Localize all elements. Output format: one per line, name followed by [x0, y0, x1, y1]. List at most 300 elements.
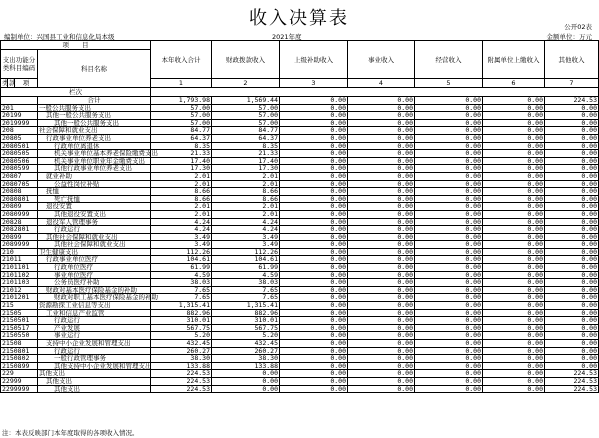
row-value-col-6: 0.00 [483, 210, 545, 218]
row-value-col-4: 0.00 [348, 362, 415, 370]
row-value-col-4: 0.00 [348, 203, 415, 211]
row-subject-name: 行政单位离退休 [38, 142, 151, 150]
row-value-col-6: 0.00 [483, 165, 545, 173]
footnote: 注：本表反映部门本年度取得的各项收入情况。 [2, 429, 139, 437]
row-subject-name: 财政对职工基本医疗保险基金的补助 [38, 294, 151, 302]
row-value-col-3: 0.00 [280, 127, 348, 135]
row-value-col-1: 38.03 [151, 279, 212, 287]
row-value-col-1: 112.26 [151, 248, 212, 256]
row-value-col-3: 0.00 [280, 134, 348, 142]
header-col-2: 财政拨款收入 [212, 41, 280, 79]
row-value-col-1: 224.53 [151, 377, 212, 385]
row-value-col-6: 0.00 [483, 279, 545, 287]
row-value-col-1: 21.33 [151, 150, 212, 158]
row-code: 229 [1, 370, 38, 378]
row-value-col-3: 0.00 [280, 324, 348, 332]
row-value-col-5: 0.00 [415, 233, 483, 241]
row-code: 20899 [1, 233, 38, 241]
row-value-col-4: 0.00 [348, 302, 415, 310]
row-value-col-2: 133.88 [212, 362, 280, 370]
row-value-col-2: 57.00 [212, 119, 280, 127]
row-value-col-7: 0.00 [545, 248, 599, 256]
row-value-col-1: 57.00 [151, 104, 212, 112]
row-value-col-5: 0.00 [415, 165, 483, 173]
row-subject-name: 工业和信息产业监管 [38, 309, 151, 317]
row-value-col-1: 432.45 [151, 340, 212, 348]
row-value-col-4: 0.00 [348, 340, 415, 348]
row-value-col-7: 0.00 [545, 188, 599, 196]
row-subject-name: 其他行政事业单位养老支出 [38, 165, 151, 173]
table-row [1, 195, 599, 203]
row-value-col-2: 4.24 [212, 218, 280, 226]
row-value-col-3: 0.00 [280, 347, 348, 355]
row-value-col-4: 0.00 [348, 241, 415, 249]
row-value-col-7: 0.00 [545, 165, 599, 173]
row-value-col-5: 0.00 [415, 264, 483, 272]
row-value-col-7: 0.00 [545, 241, 599, 249]
row-value-col-7: 0.00 [545, 127, 599, 135]
row-code: 2080999 [1, 210, 38, 218]
row-value-col-1: 4.59 [151, 271, 212, 279]
row-value-col-2: 61.99 [212, 264, 280, 272]
row-value-col-6: 0.00 [483, 264, 545, 272]
row-value-col-4: 0.00 [348, 226, 415, 234]
row-subject-name: 就业补助 [38, 172, 151, 180]
row-value-col-6: 0.00 [483, 317, 545, 325]
row-value-col-6: 0.00 [483, 332, 545, 340]
row-value-col-3: 0.00 [280, 317, 348, 325]
row-value-col-6: 0.00 [483, 340, 545, 348]
row-value-col-4: 0.00 [348, 134, 415, 142]
row-value-col-6: 0.00 [483, 302, 545, 310]
row-value-col-5: 0.00 [415, 119, 483, 127]
row-value-col-1: 1,315.41 [151, 302, 212, 310]
row-value-col-3: 0.00 [280, 302, 348, 310]
report-title: 收入决算表 [249, 8, 349, 29]
row-value-col-3: 0.00 [280, 271, 348, 279]
row-subject-name: 产业发展 [38, 324, 151, 332]
row-value-col-5: 0.00 [415, 362, 483, 370]
row-value-col-4: 0.00 [348, 104, 415, 112]
row-value-col-4: 0.00 [348, 317, 415, 325]
row-subject-name: 其他退役安置支出 [38, 210, 151, 218]
row-value-col-3: 0.00 [280, 142, 348, 150]
row-value-col-5: 0.00 [415, 157, 483, 165]
row-value-col-7: 0.00 [545, 302, 599, 310]
row-value-col-4: 0.00 [348, 127, 415, 135]
row-code: 20199 [1, 112, 38, 120]
row-value-col-4: 0.00 [348, 210, 415, 218]
table-row [1, 385, 599, 393]
row-value-col-7: 0.00 [545, 218, 599, 226]
row-value-col-6: 0.00 [483, 172, 545, 180]
row-value-col-4: 0.00 [348, 165, 415, 173]
row-value-col-2: 17.30 [212, 165, 280, 173]
row-subject-name: 机关事业单位职业年金缴费支出 [38, 157, 151, 165]
row-value-col-6: 0.00 [483, 233, 545, 241]
income-table [0, 40, 599, 393]
row-code: 20809 [1, 203, 38, 211]
row-value-col-2: 882.96 [212, 309, 280, 317]
table-row [1, 309, 599, 317]
row-value-col-6: 0.00 [483, 355, 545, 363]
row-subject-name: 行政事业单位养老支出 [38, 134, 151, 142]
row-value-col-4: 0.00 [348, 172, 415, 180]
row-value-col-2: 2.01 [212, 180, 280, 188]
row-value-col-2: 38.03 [212, 279, 280, 287]
row-value-col-2: 260.27 [212, 347, 280, 355]
table-row [1, 317, 599, 325]
row-value-col-7: 0.00 [545, 104, 599, 112]
row-value-col-5: 0.00 [415, 112, 483, 120]
table-row [1, 134, 599, 142]
row-value-col-4: 0.00 [348, 370, 415, 378]
row-value-col-1: 2.01 [151, 172, 212, 180]
row-subject-name: 行政运行 [38, 226, 151, 234]
row-value-col-4: 0.00 [348, 142, 415, 150]
row-subject-name: 社会保障和就业支出 [38, 127, 151, 135]
header-no-1: 1 [151, 79, 212, 88]
row-code: 20808 [1, 188, 38, 196]
row-value-col-3: 0.00 [280, 150, 348, 158]
row-value-col-1: 8.66 [151, 195, 212, 203]
row-code: 2089999 [1, 241, 38, 249]
row-value-col-7: 0.00 [545, 195, 599, 203]
row-subject-name: 抚恤 [38, 188, 151, 196]
row-value-col-3: 0.00 [280, 355, 348, 363]
table-row [1, 165, 599, 173]
table-body [1, 97, 599, 393]
row-value-col-2: 104.61 [212, 256, 280, 264]
row-value-col-5: 0.00 [415, 172, 483, 180]
row-value-col-2: 4.24 [212, 226, 280, 234]
row-subject-name: 死亡抚恤 [38, 195, 151, 203]
row-value-col-2: 7.65 [212, 294, 280, 302]
row-value-col-7: 0.00 [545, 317, 599, 325]
header-col-1: 本年收入合计 [151, 41, 212, 79]
row-subject-name: 机关事业单位基本养老保险缴费支出 [38, 150, 151, 158]
row-value-col-1: 3.49 [151, 241, 212, 249]
row-value-col-2: 432.45 [212, 340, 280, 348]
row-value-col-5: 0.00 [415, 317, 483, 325]
row-subject-name: 行政运行 [38, 317, 151, 325]
row-value-col-1: 4.24 [151, 226, 212, 234]
header-project: 项 目 [1, 41, 151, 50]
row-value-col-2: 0.00 [212, 370, 280, 378]
row-code: 2101102 [1, 271, 38, 279]
row-code: 2299999 [1, 385, 38, 393]
row-value-col-6: 0.00 [483, 104, 545, 112]
row-value-col-7: 224.53 [545, 385, 599, 393]
row-value-col-3: 0.00 [280, 104, 348, 112]
row-value-col-4: 0.00 [348, 180, 415, 188]
row-value-col-3: 0.00 [280, 226, 348, 234]
row-code: 2080501 [1, 142, 38, 150]
row-value-col-6: 0.00 [483, 294, 545, 302]
row-value-col-3: 0.00 [280, 264, 348, 272]
row-value-col-5: 0.00 [415, 127, 483, 135]
row-value-col-7: 0.00 [545, 355, 599, 363]
row-value-col-5: 0.00 [415, 210, 483, 218]
row-value-col-3: 0.00 [280, 112, 348, 120]
row-value-col-6: 0.00 [483, 370, 545, 378]
row-code: 2080599 [1, 165, 38, 173]
row-value-col-5: 0.00 [415, 385, 483, 393]
row-value-col-5: 0.00 [415, 188, 483, 196]
table-row [1, 370, 599, 378]
row-value-col-3: 0.00 [280, 332, 348, 340]
row-value-col-5: 0.00 [415, 294, 483, 302]
row-value-col-1: 133.88 [151, 362, 212, 370]
row-value-col-7: 0.00 [545, 157, 599, 165]
header-xiang: 项 [15, 79, 38, 88]
row-value-col-7: 0.00 [545, 119, 599, 127]
row-code: 2080505 [1, 150, 38, 158]
row-value-col-7: 0.00 [545, 286, 599, 294]
row-value-col-2: 57.00 [212, 104, 280, 112]
row-value-col-5: 0.00 [415, 279, 483, 287]
row-subject-name: 公益性岗位补贴 [38, 180, 151, 188]
row-value-col-2: 8.35 [212, 142, 280, 150]
row-value-col-3: 0.00 [280, 256, 348, 264]
table-row [1, 180, 599, 188]
row-value-col-5: 0.00 [415, 324, 483, 332]
row-code: 20805 [1, 134, 38, 142]
row-value-col-6: 0.00 [483, 157, 545, 165]
row-value-col-7: 0.00 [545, 142, 599, 150]
row-code: 210 [1, 248, 38, 256]
row-value-col-1: 8.66 [151, 188, 212, 196]
table-row [1, 324, 599, 332]
row-value-col-1: 224.53 [151, 385, 212, 393]
row-code: 2150501 [1, 317, 38, 325]
row-value-col-4: 0.00 [348, 112, 415, 120]
row-subject-name: 卫生健康支出 [38, 248, 151, 256]
row-code: 2150801 [1, 347, 38, 355]
row-subject-name: 其他支出 [38, 385, 151, 393]
row-value-col-1: 1,793.98 [151, 97, 212, 105]
row-value-col-5: 0.00 [415, 340, 483, 348]
row-value-col-7: 0.00 [545, 347, 599, 355]
row-value-col-4: 0.00 [348, 347, 415, 355]
row-value-col-4: 0.00 [348, 355, 415, 363]
row-value-col-4: 0.00 [348, 294, 415, 302]
row-value-col-1: 310.01 [151, 317, 212, 325]
row-value-col-3: 0.00 [280, 218, 348, 226]
row-value-col-7: 0.00 [545, 226, 599, 234]
row-value-col-7: 0.00 [545, 271, 599, 279]
row-value-col-7: 0.00 [545, 112, 599, 120]
row-value-col-5: 0.00 [415, 134, 483, 142]
header-subject-name: 科目名称 [38, 50, 151, 88]
table-row [1, 362, 599, 370]
row-code: 20807 [1, 172, 38, 180]
table-row [1, 188, 599, 196]
row-value-col-6: 0.00 [483, 362, 545, 370]
row-value-col-1: 7.65 [151, 286, 212, 294]
row-value-col-6: 0.00 [483, 256, 545, 264]
row-value-col-5: 0.00 [415, 256, 483, 264]
row-value-col-2: 64.37 [212, 134, 280, 142]
row-value-col-7: 0.00 [545, 264, 599, 272]
row-value-col-7: 0.00 [545, 340, 599, 348]
row-value-col-7: 0.00 [545, 180, 599, 188]
row-value-col-7: 0.00 [545, 134, 599, 142]
row-code: 2150802 [1, 355, 38, 363]
row-value-col-6: 0.00 [483, 134, 545, 142]
row-code [1, 97, 38, 105]
row-value-col-1: 2.01 [151, 180, 212, 188]
row-code: 2150517 [1, 324, 38, 332]
row-value-col-4: 0.00 [348, 279, 415, 287]
row-value-col-3: 0.00 [280, 157, 348, 165]
row-value-col-6: 0.00 [483, 226, 545, 234]
row-value-col-4: 0.00 [348, 195, 415, 203]
row-value-col-3: 0.00 [280, 279, 348, 287]
header-col-6: 附属单位上缴收入 [483, 41, 545, 79]
row-value-col-5: 0.00 [415, 203, 483, 211]
row-value-col-7: 0.00 [545, 332, 599, 340]
table-row [1, 241, 599, 249]
row-subject-name: 资源勘探工业信息等支出 [38, 302, 151, 310]
header-no-3: 3 [280, 79, 348, 88]
row-code: 21505 [1, 309, 38, 317]
row-subject-name: 合计 [38, 97, 151, 105]
header-lei: 类 [2, 79, 9, 87]
row-subject-name: 行政运行 [38, 347, 151, 355]
row-value-col-1: 8.35 [151, 142, 212, 150]
row-value-col-3: 0.00 [280, 165, 348, 173]
row-value-col-4: 0.00 [348, 218, 415, 226]
row-subject-name: 其他支出 [38, 370, 151, 378]
row-value-col-2: 57.00 [212, 112, 280, 120]
row-value-col-3: 0.00 [280, 188, 348, 196]
row-value-col-2: 17.40 [212, 157, 280, 165]
compiling-unit: 编制单位：兴国县工业和信息化局本级 [4, 33, 115, 41]
row-value-col-2: 0.00 [212, 377, 280, 385]
row-subject-name: 一般行政管理事务 [38, 355, 151, 363]
row-value-col-3: 0.00 [280, 370, 348, 378]
row-value-col-1: 64.37 [151, 134, 212, 142]
table-row [1, 377, 599, 385]
row-code: 20828 [1, 218, 38, 226]
row-value-col-7: 0.00 [545, 233, 599, 241]
row-value-col-1: 4.24 [151, 218, 212, 226]
row-value-col-4: 0.00 [348, 324, 415, 332]
row-value-col-1: 567.75 [151, 324, 212, 332]
row-code: 2101201 [1, 294, 38, 302]
row-value-col-1: 2.01 [151, 203, 212, 211]
header-no-5: 5 [415, 79, 483, 88]
row-value-col-1: 5.20 [151, 332, 212, 340]
row-value-col-7: 0.00 [545, 309, 599, 317]
row-code: 2150550 [1, 332, 38, 340]
row-value-col-6: 0.00 [483, 271, 545, 279]
row-value-col-5: 0.00 [415, 332, 483, 340]
report-year: 2021年度 [272, 33, 302, 41]
row-value-col-2: 8.66 [212, 195, 280, 203]
row-value-col-2: 38.30 [212, 355, 280, 363]
row-value-col-6: 0.00 [483, 142, 545, 150]
row-value-col-2: 567.75 [212, 324, 280, 332]
row-subject-name: 退役安置 [38, 203, 151, 211]
row-code: 21508 [1, 340, 38, 348]
row-value-col-1: 882.96 [151, 309, 212, 317]
row-value-col-6: 0.00 [483, 324, 545, 332]
row-value-col-7: 0.00 [545, 256, 599, 264]
row-value-col-6: 0.00 [483, 97, 545, 105]
row-value-col-1: 3.49 [151, 233, 212, 241]
table-row [1, 340, 599, 348]
row-value-col-2: 1,569.44 [212, 97, 280, 105]
row-value-col-6: 0.00 [483, 248, 545, 256]
table-row [1, 210, 599, 218]
header-func-code: 支出功能分类科目编码 [1, 50, 38, 79]
row-value-col-3: 0.00 [280, 203, 348, 211]
header-no-4: 4 [348, 79, 415, 88]
row-value-col-3: 0.00 [280, 172, 348, 180]
header-no-7: 7 [545, 79, 599, 88]
row-value-col-1: 57.00 [151, 119, 212, 127]
row-subject-name: 行政事业单位医疗 [38, 256, 151, 264]
row-value-col-5: 0.00 [415, 142, 483, 150]
row-code: 2080506 [1, 157, 38, 165]
row-value-col-3: 0.00 [280, 248, 348, 256]
row-value-col-3: 0.00 [280, 180, 348, 188]
row-code: 2080801 [1, 195, 38, 203]
row-subject-name: 行政单位医疗 [38, 264, 151, 272]
row-code: 21012 [1, 286, 38, 294]
row-value-col-4: 0.00 [348, 97, 415, 105]
row-value-col-4: 0.00 [348, 188, 415, 196]
row-value-col-2: 3.49 [212, 233, 280, 241]
row-subject-name: 其他社会保障和就业支出 [38, 241, 151, 249]
row-code: 215 [1, 302, 38, 310]
row-value-col-5: 0.00 [415, 218, 483, 226]
row-value-col-7: 0.00 [545, 294, 599, 302]
row-code: 208 [1, 127, 38, 135]
row-value-col-5: 0.00 [415, 286, 483, 294]
row-value-col-1: 38.30 [151, 355, 212, 363]
row-value-col-5: 0.00 [415, 150, 483, 158]
row-value-col-6: 0.00 [483, 112, 545, 120]
row-value-col-1: 57.00 [151, 112, 212, 120]
table-row [1, 302, 599, 310]
row-value-col-7: 224.53 [545, 97, 599, 105]
row-code: 2019999 [1, 119, 38, 127]
row-value-col-7: 0.00 [545, 279, 599, 287]
row-value-col-6: 0.00 [483, 188, 545, 196]
header-no-6: 6 [483, 79, 545, 88]
row-code: 201 [1, 104, 38, 112]
row-value-col-1: 260.27 [151, 347, 212, 355]
row-value-col-4: 0.00 [348, 309, 415, 317]
row-value-col-6: 0.00 [483, 150, 545, 158]
row-value-col-2: 4.59 [212, 271, 280, 279]
row-value-col-6: 0.00 [483, 286, 545, 294]
row-value-col-5: 0.00 [415, 302, 483, 310]
row-subject-name: 事业运行 [38, 332, 151, 340]
header-col-4: 事业收入 [348, 41, 415, 79]
row-value-col-2: 84.77 [212, 127, 280, 135]
row-value-col-7: 224.53 [545, 377, 599, 385]
row-value-col-2: 310.01 [212, 317, 280, 325]
row-value-col-1: 104.61 [151, 256, 212, 264]
row-value-col-3: 0.00 [280, 195, 348, 203]
row-value-col-2: 21.33 [212, 150, 280, 158]
row-code: 2101101 [1, 264, 38, 272]
row-value-col-2: 8.66 [212, 188, 280, 196]
